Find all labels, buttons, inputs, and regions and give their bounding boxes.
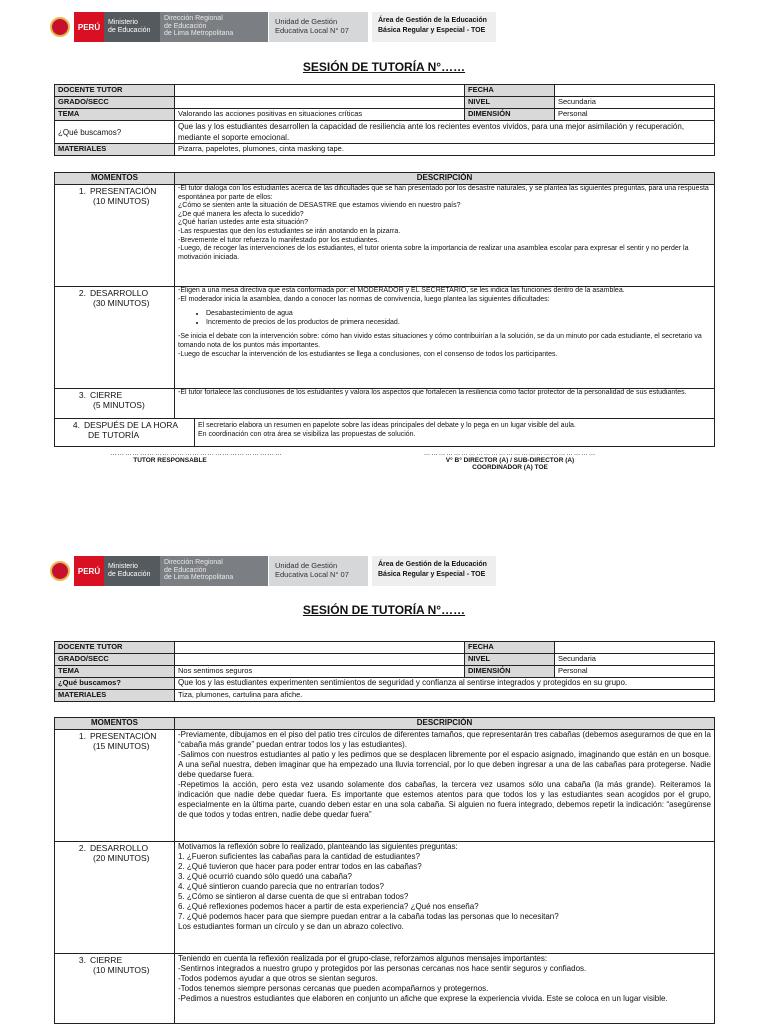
fecha-label: FECHA [465, 85, 555, 97]
area-label: Área de Gestión de la Educación Básica Regular y Especial - TOE [372, 556, 496, 586]
moment-description: -Previamente, dibujamos en el piso del patio tres círculos de diferentes tamaños, que representarán tres cabañas (debemos asegurarnos de que en la “cabaña más grande” puedan entrar todos los y las estudiantes). -Salimos con nuestros estudiantes al patio y les pedimos que se desplacen libremente por el espacio asignado, imaginando que están en un bosque. A una señal nuestra, deben imaginar que ha empezado una lluvia torrencial, por lo que deben ingresar a una de las cabañas para protegerse. Nadie debe quedarse fuera. -Repetimos la acción, pero esta vez usando solamente dos cabañas, la tercera vez usamos sólo una cabaña (la más grande). Reiteramos la indicación que nadie debe quedar fuera. Es importante que estemos atentos para que todos los y las estudiantes sean acogidos por el grupo, especialmente en la última parte, cuando deben estar en una sola cabaña. Si alguien no fuera integrado, debemos repetir la indicación: “asegúrense de que todos y todas entren, nadie debe quedar fuera” [175, 730, 715, 842]
moment-label: 2. DESARROLLO (20 MINUTOS) [55, 842, 175, 954]
moment-description: -El tutor fortalece las conclusiones de los estudiantes y valora los aspectos que fortalecen la resiliencia como factor protector de la personalidad de sus estudiantes. [175, 389, 715, 419]
moment-description: -Eligen a una mesa directiva que esta conformada por: el MODERADOR y EL SECRETARIO, se les indica las funciones dentro de la asamblea. -El moderador inicia la asamblea, dando a conocer las normas de convivencia, luego plantea las siguientes dificultades: • Desabastecimiento de agua • Incremento de precios de los productos de primera necesidad. -Se inicia el debate con la intervención sobre: cómo han vivido estas situaciones y cómo contribuirían a la solución, se da un minuto por cada estudiante, el secretario va tomando nota de los puntos más importantes. -Luego de escuchar la intervención de los estudiantes se llega a conclusiones, con el consenso de todos los participantes. [175, 287, 715, 389]
tema-label: TEMA [55, 109, 175, 121]
moment-label: 3. CIERRE (5 MINUTOS) [55, 389, 175, 419]
materiales-value: Pizarra, papelotes, plumones, cinta masking tape. [175, 144, 715, 156]
nivel-label: NIVEL [465, 654, 555, 666]
descripcion-header: DESCRIPCIÓN [175, 718, 715, 730]
moment-description: -El tutor dialoga con los estudiantes acerca de las dificultades que se han presentado por los desastre naturales, y se plantea las siguientes preguntas, para una respuesta espontánea por parte de ellos: ¿Cómo se sienten ante la situación de DESASTRE que estamos viviendo en nuestro país? ¿De qué manera les afecta lo sucedido? ¿Qué harían ustedes ante esta situación? -Las respuestas que den los estudiantes se irán anotando en la pizarra. -Brevemente el tutor refuerza lo manifestado por los estudiantes. -Luego, de recoger las intervenciones de los estudiantes, el tutor orienta sobre la importancia de realizar una asamblea escolar para expresar el sentir y no perder la motivación iniciada. [175, 185, 715, 287]
materiales-value: Tiza, plumones, cartulina para afiche. [175, 690, 715, 702]
list-item: • Incremento de precios de los productos de primera necesidad. [206, 319, 711, 328]
list-item: • Desabastecimiento de agua [206, 310, 711, 319]
ugel-label: Unidad de Gestión Educativa Local N° 07 [268, 556, 368, 586]
dre-label: Dirección Regional de Educación de Lima Metropolitana [160, 12, 268, 42]
docente-label: DOCENTE TUTOR [55, 642, 175, 654]
buscamos-value: Que las y los estudiantes desarrollen la capacidad de resiliencia ante los recientes eventos vividos, para una mejor asimilación y recuperación, mediante el soporte emocional. [175, 121, 715, 144]
dre-label: Dirección Regional de Educación de Lima Metropolitana [160, 556, 268, 586]
buscamos-label: ¿Qué buscamos? [55, 678, 175, 690]
fecha-label: FECHA [465, 642, 555, 654]
ugel-label: Unidad de Gestión Educativa Local N° 07 [268, 12, 368, 42]
ministry-banner [46, 556, 268, 586]
dimension-label: DIMENSIÓN [465, 666, 555, 678]
nivel-value: Secundaria [555, 654, 715, 666]
ministry-label: Ministerio de Educación [108, 563, 151, 578]
moment-row [55, 954, 715, 1024]
moment-row [55, 730, 715, 842]
moment-label: 4. DESPUÉS DE LA HORA DE TUTORÍA [55, 419, 195, 447]
buscamos-label: ¿Qué buscamos? [55, 121, 175, 144]
materiales-label: MATERIALES [55, 144, 175, 156]
docente-label: DOCENTE TUTOR [55, 85, 175, 97]
nivel-value: Secundaria [555, 97, 715, 109]
tema-value: Nos sentimos seguros [175, 666, 465, 678]
momentos-header: MOMENTOS [55, 718, 175, 730]
materiales-label: MATERIALES [55, 690, 175, 702]
descripcion-header: DESCRIPCIÓN [175, 173, 715, 185]
institutional-header [46, 556, 496, 586]
buscamos-value: Que los y las estudiantes experimenten sentimientos de seguridad y confianza al sentirse integrados y protegidos en su grupo. [175, 678, 715, 690]
dimension-value: Personal [555, 109, 715, 121]
moment-label: 1. PRESENTACIÓN (15 MINUTOS) [55, 730, 175, 842]
moment-description: Motivamos la reflexión sobre lo realizado, planteando las siguientes preguntas: 1. ¿Fueron suficientes las cabañas para la cantidad de estudiantes? 2. ¿Qué tuvieron que hacer para poder entrar todos en las cabañas? 3. ¿Qué ocurrió cuando sólo quedó una cabaña? 4. ¿Qué sintieron cuando parecía que no entrarían todos? 5. ¿Cómo se sintieron al darse cuenta de que sí entraban todos? 6. ¿Qué reflexiones podemos hacer a partir de esta experiencia? ¿Qué nos enseña? 7. ¿Qué podemos hacer para que siempre puedan entrar a la cabaña todas las personas que lo necesitan? Los estudiantes forman un círculo y se dan un abrazo colectivo. [175, 842, 715, 954]
moments-table [54, 717, 715, 1024]
session-info-table [54, 641, 715, 702]
tema-label: TEMA [55, 666, 175, 678]
country-label: PERÚ [74, 556, 104, 586]
session-title: SESIÓN DE TUTORÍA N°…… [302, 60, 466, 74]
moment-description: Teniendo en cuenta la reflexión realizada por el grupo-clase, reforzamos algunos mensajes importantes: -Sentirnos integrados a nuestro grupo y protegidos por las personas cercanas nos hace sentir seguros y confiados. -Todos podemos ayudar a que otros se sientan seguros. -Todos tenemos siempre personas cercanas que pueden acompañarnos y protegernos. -Pedimos a nuestros estudiantes que elaboren en conjunto un afiche que exprese la experiencia vivida. Este se coloca en un lugar visible. [175, 954, 715, 1024]
fecha-value [555, 642, 715, 654]
moment-description: El secretario elabora un resumen en papelote sobre las ideas principales del debate y lo pega en un lugar visible del aula. En coordinación con otra área se visibiliza las propuestas de solución. [195, 419, 715, 447]
tema-value: Valorando las acciones positivas en situaciones críticas [175, 109, 465, 121]
ministry-label: Ministerio de Educación [108, 19, 151, 34]
country-label: PERÚ [74, 12, 104, 42]
dimension-label: DIMENSIÓN [465, 109, 555, 121]
momentos-header: MOMENTOS [55, 173, 175, 185]
moment-row [55, 842, 715, 954]
director-signature: …………………………………………………………… V° B° DIRECTOR (A) / SUB-DIRECTOR (A) COORDINADOR (A) TOE [423, 450, 597, 471]
grado-label: GRADO/SECC [55, 654, 175, 666]
moment-label: 2. DESARROLLO (30 MINUTOS) [55, 287, 175, 389]
grado-label: GRADO/SECC [55, 97, 175, 109]
moment-label: 1. PRESENTACIÓN (10 MINUTOS) [55, 185, 175, 287]
session-title: SESIÓN DE TUTORÍA N°…… [302, 603, 466, 617]
area-label: Área de Gestión de la Educación Básica Regular y Especial - TOE [372, 12, 496, 42]
dimension-value: Personal [555, 666, 715, 678]
peru-shield-icon [46, 556, 74, 586]
nivel-label: NIVEL [465, 97, 555, 109]
moment-label: 3. CIERRE (10 MINUTOS) [55, 954, 175, 1024]
docente-value [175, 642, 465, 654]
grado-value [175, 654, 465, 666]
tutor-signature: …………………………………………………………… TUTOR RESPONSABLE [110, 450, 283, 464]
